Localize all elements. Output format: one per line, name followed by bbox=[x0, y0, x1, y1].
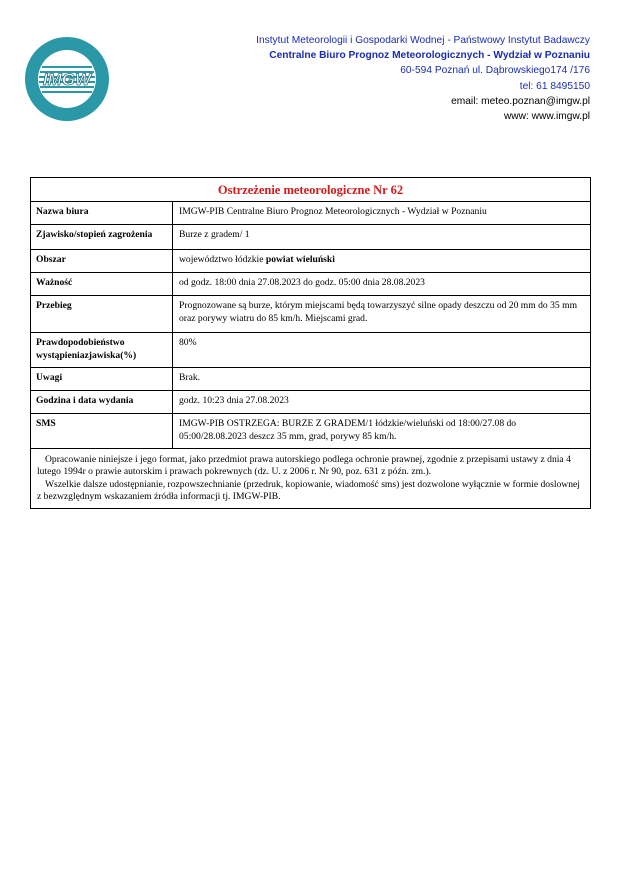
email: email: meteo.poznan@imgw.pl bbox=[451, 95, 590, 107]
row-label: Ważność bbox=[31, 273, 173, 295]
area-voivodeship: województwo łódzkie bbox=[179, 254, 266, 265]
row-value: godz. 10:23 dnia 27.08.2023 bbox=[179, 395, 289, 406]
row-value: 80% bbox=[179, 337, 197, 348]
phone: tel: 61 8495150 bbox=[519, 80, 590, 92]
row-label: Przebieg bbox=[31, 296, 173, 332]
redistribution-paragraph: Wszelkie dalsze udostępnianie, rozpowszechnianie (przedruk, kopiowanie, wiadomość sms) jest dozwolone wyłącznie w formie doslownej z bezwzględnym wskazaniem źródła informacji tj. IMGW-PIB. bbox=[37, 478, 580, 503]
row-label: Nazwa biura bbox=[31, 202, 173, 224]
warning-title: Ostrzeżenie meteorologiczne Nr 62 bbox=[31, 178, 590, 202]
institute-name: Instytut Meteorologii i Gospodarki Wodnej - Państwowy Instytut Badawczy bbox=[256, 35, 590, 46]
row-phenomenon bbox=[31, 225, 590, 250]
row-probability bbox=[31, 333, 590, 368]
warning-table bbox=[30, 177, 591, 509]
website: www: www.imgw.pl bbox=[503, 111, 590, 123]
row-label: SMS bbox=[31, 414, 173, 448]
row-label: Obszar bbox=[31, 250, 173, 272]
address: 60-594 Poznań ul. Dąbrowskiego174 /176 bbox=[400, 65, 590, 77]
row-validity bbox=[31, 273, 590, 296]
imgw-logo bbox=[24, 36, 110, 122]
row-value: IMGW-PIB Centralne Biuro Prognoz Meteorologicznych - Wydział w Poznaniu bbox=[179, 206, 487, 217]
row-issued bbox=[31, 391, 590, 414]
row-label: Uwagi bbox=[31, 368, 173, 390]
row-value bbox=[173, 250, 590, 272]
row-label: Zjawisko/stopień zagrożenia bbox=[31, 225, 173, 249]
svg-text:IMGW: IMGW bbox=[42, 70, 92, 89]
row-label: Godzina i data wydania bbox=[31, 391, 173, 413]
office-name: Centralne Biuro Prognoz Meteorologicznych - Wydział w Poznaniu bbox=[269, 50, 590, 62]
row-value: od godz. 18:00 dnia 27.08.2023 do godz. 05:00 dnia 28.08.2023 bbox=[179, 277, 425, 288]
row-area bbox=[31, 250, 590, 273]
institute-header bbox=[256, 33, 590, 124]
row-office bbox=[31, 202, 590, 225]
copyright-paragraph: Opracowanie niniejsze i jego format, jako przedmiot prawa autorskiego podlega ochronie prawnej, zgodnie z przepisami ustawy z dnia 4 lutego 1994r o prawie autorskim i prawach pokrewnych (dz. U. z 2006 r. Nr 90, poz. 631 z późn. zm.). bbox=[37, 454, 571, 478]
row-value: Burze z gradem/ 1 bbox=[179, 229, 250, 240]
row-label: Prawdopodobieństwo wystąpieniazjawiska(%) bbox=[31, 333, 173, 367]
row-value: Brak. bbox=[179, 372, 201, 383]
row-value: IMGW-PIB OSTRZEGA: BURZE Z GRADEM/1 łódzkie/wieluński od 18:00/27.08 do 05:00/28.08.2023 deszcz 35 mm, grad, porywy 85 km/h. bbox=[179, 418, 517, 442]
row-value: Prognozowane są burze, którym miejscami będą towarzyszyć silne opady deszczu od 20 mm do 35 mm oraz porywy wiatru do 85 km/h. Miejscami grad. bbox=[179, 300, 578, 324]
area-county: powiat wieluński bbox=[265, 254, 335, 265]
copyright-note bbox=[31, 449, 590, 508]
row-course bbox=[31, 296, 590, 333]
row-remarks bbox=[31, 368, 590, 391]
row-sms bbox=[31, 414, 590, 449]
